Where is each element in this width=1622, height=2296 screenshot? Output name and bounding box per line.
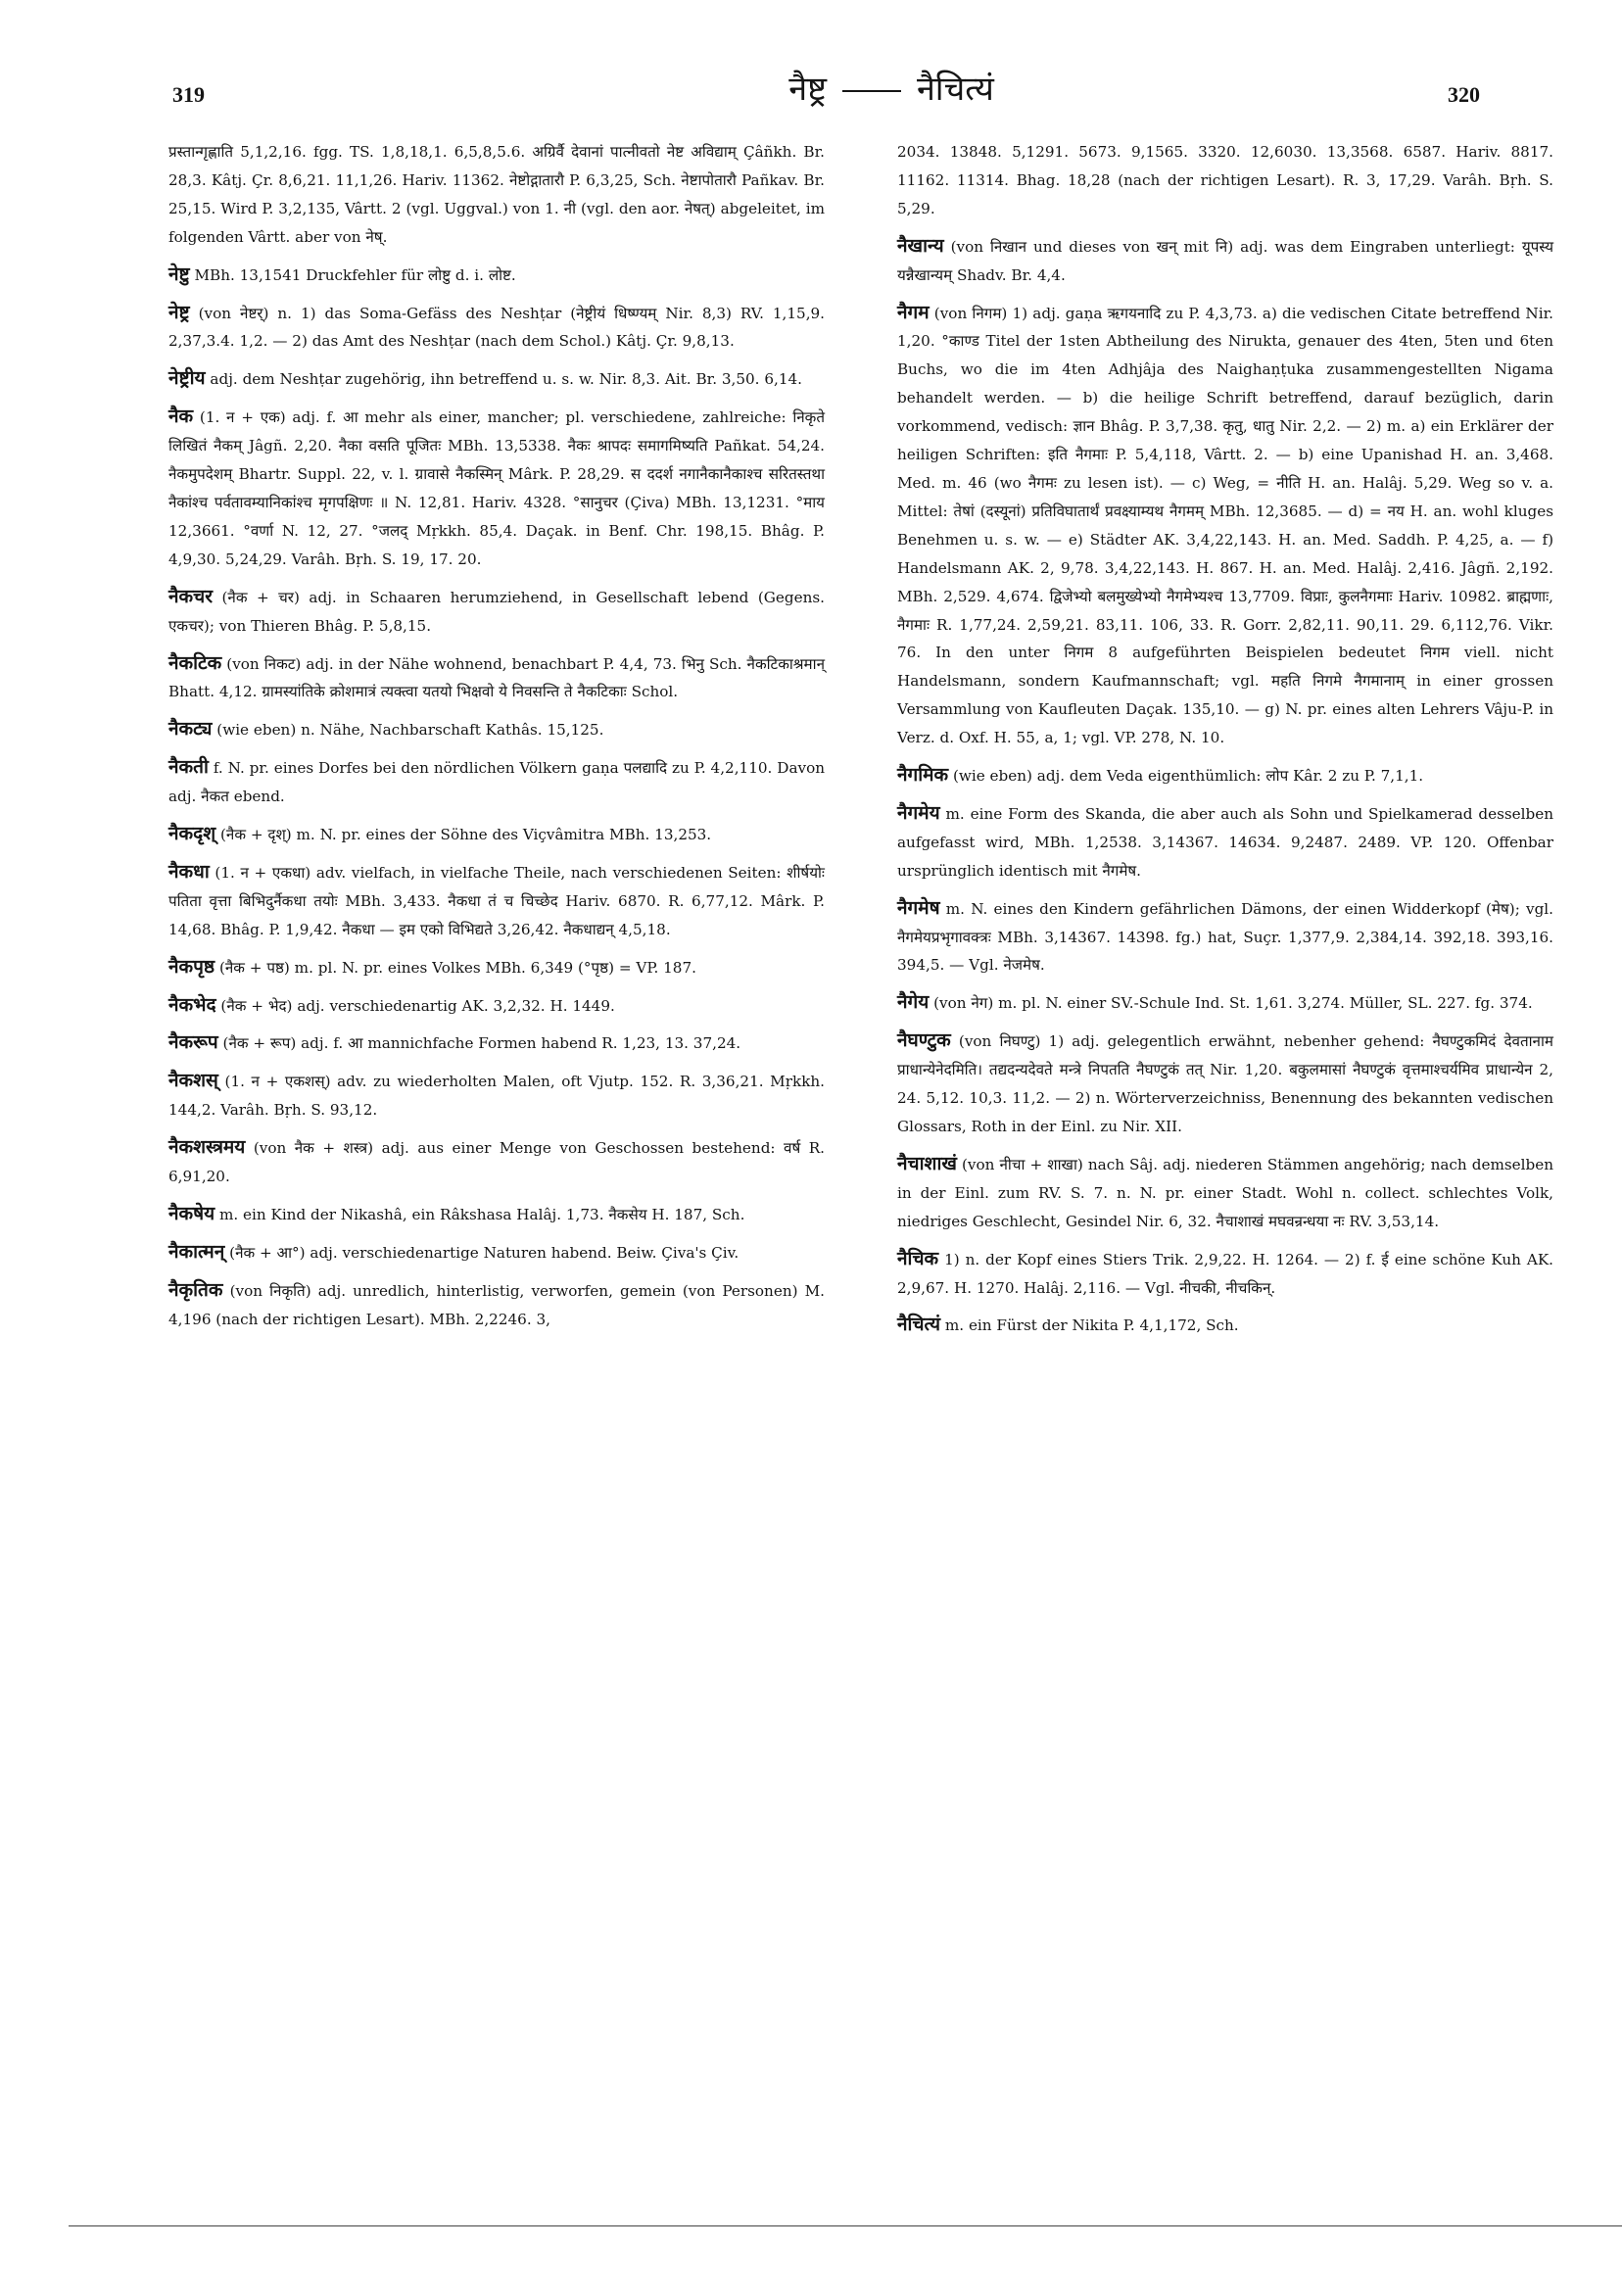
page-number-left: 319 [172, 82, 205, 107]
entry-headword: नैगम [897, 301, 930, 323]
dictionary-entry [168, 858, 825, 944]
entry-text: (wie eben) adj. dem Veda eigenthümlich: लोप Kâr. 2 zu P. 7,1,1. [952, 767, 1424, 786]
dictionary-entry [168, 649, 825, 707]
entry-headword: नैगमिक [897, 764, 949, 787]
right-column [897, 137, 1553, 1349]
entry-text: (von निघण्टु) 1) adj. gelegentlich erwähnt, nebenher gehend: नैघण्टुकमिदं देवतानाम प्राधान्येनेदमिति। तद्यदन्यदेवते मन्त्रे निपतति नैघण्टुकं तत् Nir. 1,20. बकुलमासां नैघण्टुकं वृत्तमाश्चर्यमिव प्राधान्येन 2, 24. 5,12. 10,3. 11,2. — 2) n. Wörterverzeichniss, Benennung des bekannten vedischen Glossars, Roth in der Einl. zu Nir. XII. [897, 1032, 1553, 1135]
entry-text: (1. न + एकधा) adv. vielfach, in vielfache Theile, nach verschiedenen Seiten: शीर्षयोः पतिता वृत्ता बिभिदुर्नैकधा तयोः MBh. 3,433. नैकधा तं च चिच्छेद Hariv. 6870. R. 6,77,12. Mârk. P. 14,68. Bhâg. P. 1,9,42. नैकधा — इम एको विभिद्यते 3,26,42. नैकधाद्यन् 4,5,18. [168, 863, 826, 938]
left-column [168, 137, 825, 1343]
entry-text: (1. न + एकशस्) adv. zu wiederholten Malen, oft Vjutp. 152. R. 3,36,21. Mṛkkh. 144,2. Varâh. Bṛh. S. 93,12. [168, 1073, 826, 1120]
entry-headword: नैकटिक [168, 651, 222, 674]
dictionary-entry [168, 753, 825, 811]
entry-headword: नैकृतिक [168, 1278, 223, 1301]
dictionary-entry [168, 261, 825, 290]
entry-text: (von निगम) 1) adj. gaṇa ऋगयनादि zu P. 4,3,73. a) die vedischen Citate betreffend Nir. 1,20. °काण्ड Titel der 1sten Abtheilung des Nirukta, genauer des 4ten, 5ten und 6ten Buchs, wo die im 4ten Adhjâja des Naighaṇṭuka zusammengestellten Nigama behandelt werden. — b) die heilige Schrift betreffend, darauf bezüglich, darin vorkommend, vedisch: ज्ञान Bhâg. P. 3,7,38. कृतु, धातु Nir. 2,2. — 2) m. a) ein Erklärer der heiligen Schriften: इति नैगमाः P. 5,4,118, Vârtt. 2. — b) eine Upanishad H. an. 3,468. Med. m. 46 (wo नैगमः zu lesen ist). — c) Weg, = नीति H. an. Halâj. 5,29. Weg so v. a. Mittel: तेषां (दस्यूनां) प्रतिविघातार्थं प्रवक्ष्याम्यथ नैगमम् MBh. 12,3685. — d) = नय H. an. wohl kluges Benehmen u. s. w. — e) Städter AK. 3,4,22,143. H. an. Med. Saddh. P. 4,25, a. — f) Handelsmann AK. 2, 9,78. 3,4,22,143. H. 867. H. an. Med. Halâj. 2,416. Jâgñ. 2,192. MBh. 2,529. 4,674. द्विजेभ्यो बलमुख्येभ्यो नैगमेभ्यश्च 13,7709. विप्राः, कुलनैगमाः Hariv. 10982. ब्राह्मणाः, नैगमाः R. 1,77,24. 2,59,21. 83,11. 106, 33. R. Gorr. 2,82,11. 90,11. 29. 6,112,76. Vikr. 76. In den unter निगम 8 aufgeführten Beispielen bedeutet निगम viell. nicht Handelsmann, sondern Kaufmannschaft; vgl. महति निगमे नैगमानाम् in einer grossen Versammlung von Kaufleuten Daçak. 135,10. — g) N. pr. eines alten Lehrers Vâju-P. in Verz. d. Oxf. H. 55, a, 1; vgl. VP. 278, N. 10. [897, 304, 1553, 747]
entry-headword: नैकात्मन् [168, 1240, 225, 1263]
dictionary-entry [168, 1133, 825, 1191]
entry-text: 2034. 13848. 5,1291. 5673. 9,1565. 3320. 12,6030. 13,3568. 6587. Hariv. 8817. 11162. 11314. Bhag. 18,28 (nach der richtigen Lesart). R. 3, 17,29. Varâh. Bṛh. S. 5,29. [897, 143, 1553, 217]
entry-text: adj. dem Neshṭar zugehörig, ihn betreffend u. s. w. Nir. 8,3. Ait. Br. 3,50. 6,14. [210, 370, 802, 389]
entry-headword: नेष्टु [168, 263, 190, 285]
entry-text: m. N. eines den Kindern gefährlichen Dämons, der einen Widderkopf (मेष); vgl. नैगमेयप्रभृगावक्त्रः MBh. 3,14367. 14398. fg.) hat, Suçr. 1,377,9. 2,384,14. 392,18. 393,16. 394,5. — Vgl. नेजमेष. [897, 899, 1553, 975]
entry-headword: नेष्ट्रीय [168, 367, 206, 390]
entry-headword: नैकशस्त्रमय [168, 1136, 246, 1159]
entry-headword: नैकरूप [168, 1031, 218, 1054]
dictionary-entry [168, 1276, 825, 1334]
dictionary-entry [168, 364, 825, 394]
entry-headword: नैगेय [897, 991, 930, 1014]
entry-text: (नैक + चर) adj. in Schaaren herumziehend, in Gesellschaft lebend (Gegens. एकचर); von Thieren Bhâg. P. 5,8,15. [168, 588, 826, 635]
dictionary-entry [168, 1067, 825, 1124]
entry-text: (नैक + भेद) adj. verschiedenartig AK. 3,2,32. H. 1449. [220, 996, 615, 1015]
running-head-dash [842, 90, 901, 92]
entry-text: m. eine Form des Skanda, die aber auch als Sohn und Spielkamerad desselben aufgefasst wird, MBh. 1,2538. 3,14367. 14634. 9,2487. 2489. VP. 120. Offenbar ursprünglich identisch mit नैगमेष. [897, 804, 1553, 880]
entry-text: (wie eben) n. Nähe, Nachbarschaft Kathâs. 15,125. [216, 721, 604, 740]
entry-text: 1) n. der Kopf eines Stiers Trik. 2,9,22. H. 1264. — 2) f. ई eine schöne Kuh AK. 2,9,67. H. 1270. Halâj. 2,116. — Vgl. नीचकी, नीचकिन्. [897, 1250, 1554, 1297]
dictionary-entry [168, 137, 825, 252]
entry-headword: नैकपृष्ठ [168, 955, 215, 978]
running-head [686, 65, 1097, 110]
dictionary-entry [168, 1238, 825, 1268]
entry-text: प्रस्तान्गृह्णाति 5,1,2,16. fgg. TS. 1,8,18,1. 6,5,8,5.6. अग्रिर्वै देवानां पात्नीवतो नेष्ट अविद्याम् Çâñkh. Br. 28,3. Kâtj. Çr. 8,6,21. 11,1,26. Hariv. 11362. नेष्टोद्गातारौ P. 6,3,25, Sch. नेष्टापोतारौ Pañkav. Br. 25,15. Wird P. 3,2,135, Vârtt. 2 (vgl. Uggval.) von 1. नी (vgl. den aor. नेषत्) abgeleitet, im folgenden Vârtt. aber von नेष्. [168, 143, 825, 246]
dictionary-entry [897, 232, 1553, 290]
dictionary-entry [897, 988, 1553, 1018]
entry-text: (नैक + दृश्) m. N. pr. eines der Söhne des Viçvâmitra MBh. 13,253. [219, 826, 712, 844]
bottom-rule [69, 2225, 1622, 2226]
entry-headword: नैकषेय [168, 1203, 215, 1224]
dictionary-entry [168, 299, 825, 357]
entry-headword: नैकचर [168, 585, 213, 607]
running-head-left: नैष्ट्र [788, 70, 827, 109]
dictionary-entry [897, 799, 1553, 885]
entry-headword: नैक [168, 406, 194, 428]
dictionary-entry [897, 761, 1553, 790]
entry-headword: नैचिक [897, 1247, 939, 1269]
entry-headword: नैकती [168, 756, 209, 779]
entry-headword: नैचित्यं [897, 1314, 941, 1336]
entry-text: (नैक + आ°) adj. verschiedenartige Naturen habend. Beiw. Çiva's Çiv. [229, 1243, 739, 1262]
entry-headword: नैकट्य [168, 718, 213, 741]
entry-headword: नैकभेद [168, 993, 216, 1016]
dictionary-entry [168, 953, 825, 982]
entry-text: (von निकट) adj. in der Nähe wohnend, benachbart P. 4,4, 73. भिनु Sch. नैकटिकाश्रमान् Bhatt. 4,12. ग्रामस्यांतिके क्रोशमात्रं त्यक्त्वा यतयो भिक्षवो ये निवसन्ति ते नैकटिकाः Schol. [168, 654, 826, 701]
entry-text: f. N. pr. eines Dorfes bei den nördlichen Völkern gaṇa पलद्यादि zu P. 4,2,110. Davon adj. नैकत ebend. [168, 759, 825, 806]
entry-text: MBh. 13,1541 Druckfehler für लोष्टु d. i. लोष्ट. [194, 265, 516, 284]
entry-text: (नैक + रूप) adj. f. आ mannichfache Formen habend R. 1,23, 13. 37,24. [222, 1034, 741, 1053]
dictionary-entry [168, 1028, 825, 1058]
entry-headword: नेष्ट्र [168, 301, 190, 323]
entry-text: (1. न + एक) adj. f. आ mehr als einer, mancher; pl. verschiedene, zahlreiche: निकृते लिखितं नैकम् Jâgñ. 2,20. नैका वसति पूजितः MBh. 13,5338. नैकः श्रापदः समागमिष्यति Pañkat. 54,24. नैकमुपदेशम् Bhartr. Suppl. 22, v. l. ग्रावासे नैकस्मिन् Mârk. P. 28,29. स ददर्श नगानैकानैकाश्च सरितस्तथा नैकांश्च पर्वतावम्यानिकांश्च मृगपक्षिणः ॥ N. 12,81. Hariv. 4328. °सानुचर (Çiva) MBh. 13,1231. °माय 12,3661. °वर्णा N. 12, 27. °जलद् Mṛkkh. 85,4. Daçak. in Benf. Chr. 198,15. Bhâg. P. 4,9,30. 5,24,29. Varâh. Bṛh. S. 19, 17. 20. [168, 408, 825, 568]
entry-text: m. ein Kind der Nikashâ, ein Râkshasa Halâj. 1,73. नैकसेय H. 187, Sch. [218, 1206, 745, 1223]
dictionary-entry [897, 1311, 1553, 1340]
entry-headword: नैघण्टुक [897, 1029, 951, 1052]
entry-headword: नैगमेष [897, 896, 940, 919]
entry-text: (von नीचा + शाखा) nach Sâj. adj. niederen Stämmen angehörig; nach demselben in der Einl. zum RV. S. 7. n. N. pr. einer Stadt. Wohl n. collect. schlechtes Volk, niedriges Geschlecht, Gesindel Nir. 6, 32. नैचाशाखं मघवन्रन्धया नः RV. 3,53,14. [897, 1155, 1553, 1230]
entry-headword: नैकधा [168, 860, 210, 883]
dictionary-entry [168, 820, 825, 849]
dictionary-entry [897, 137, 1553, 223]
dictionary-entry [168, 403, 825, 573]
page-number-right: 320 [1448, 82, 1480, 107]
dictionary-entry [168, 1200, 825, 1229]
dictionary-entry [168, 583, 825, 641]
entry-text: (von नेष्टर्) n. 1) das Soma-Gefäss des Neshṭar (नेष्ट्रीयं धिष्ण्यम् Nir. 8,3) RV. 1,15,9. 2,37,3.4. 1,2. — 2) das Amt des Neshṭar (nach dem Schol.) Kâtj. Çr. 9,8,13. [168, 304, 826, 351]
dictionary-entry [897, 1245, 1553, 1303]
dictionary-entry [897, 1027, 1553, 1141]
running-head-right: नैचित्यं [916, 70, 994, 109]
entry-text: (von निकृति) adj. unredlich, hinterlistig, verworfen, gemein (von Personen) M. 4,196 (nach der richtigen Lesart). MBh. 2,2246. 3, [168, 1281, 825, 1328]
dictionary-entry [168, 991, 825, 1021]
entry-text: m. ein Fürst der Nikita P. 4,1,172, Sch. [944, 1316, 1239, 1335]
entry-headword: नैखान्य [897, 234, 944, 257]
entry-headword: नैकदृश् [168, 823, 216, 845]
dictionary-entry [897, 1150, 1553, 1236]
entry-text: (von निखान und dieses von खन् mit नि) adj. was dem Eingraben unterliegt: यूपस्य यन्नैखान्यम् Shadv. Br. 4,4. [897, 237, 1553, 284]
entry-headword: नैकशस् [168, 1070, 218, 1092]
dictionary-entry [897, 894, 1553, 981]
dictionary-entry [897, 299, 1553, 753]
entry-text: (von नेग) m. pl. N. einer SV.-Schule Ind. St. 1,61. 3,274. Müller, SL. 227. fg. 374. [933, 994, 1533, 1013]
dictionary-entry [168, 715, 825, 744]
entry-headword: नैगमेय [897, 801, 940, 824]
entry-headword: नैचाशाखं [897, 1152, 957, 1174]
entry-text: (von नैक + शस्त्र) adj. aus einer Menge von Geschossen bestehend: वर्ष R. 6,91,20. [168, 1139, 825, 1186]
entry-text: (नैक + पष्ठ) m. pl. N. pr. eines Volkes MBh. 6,349 (°पृष्ठ) = VP. 187. [218, 958, 696, 977]
